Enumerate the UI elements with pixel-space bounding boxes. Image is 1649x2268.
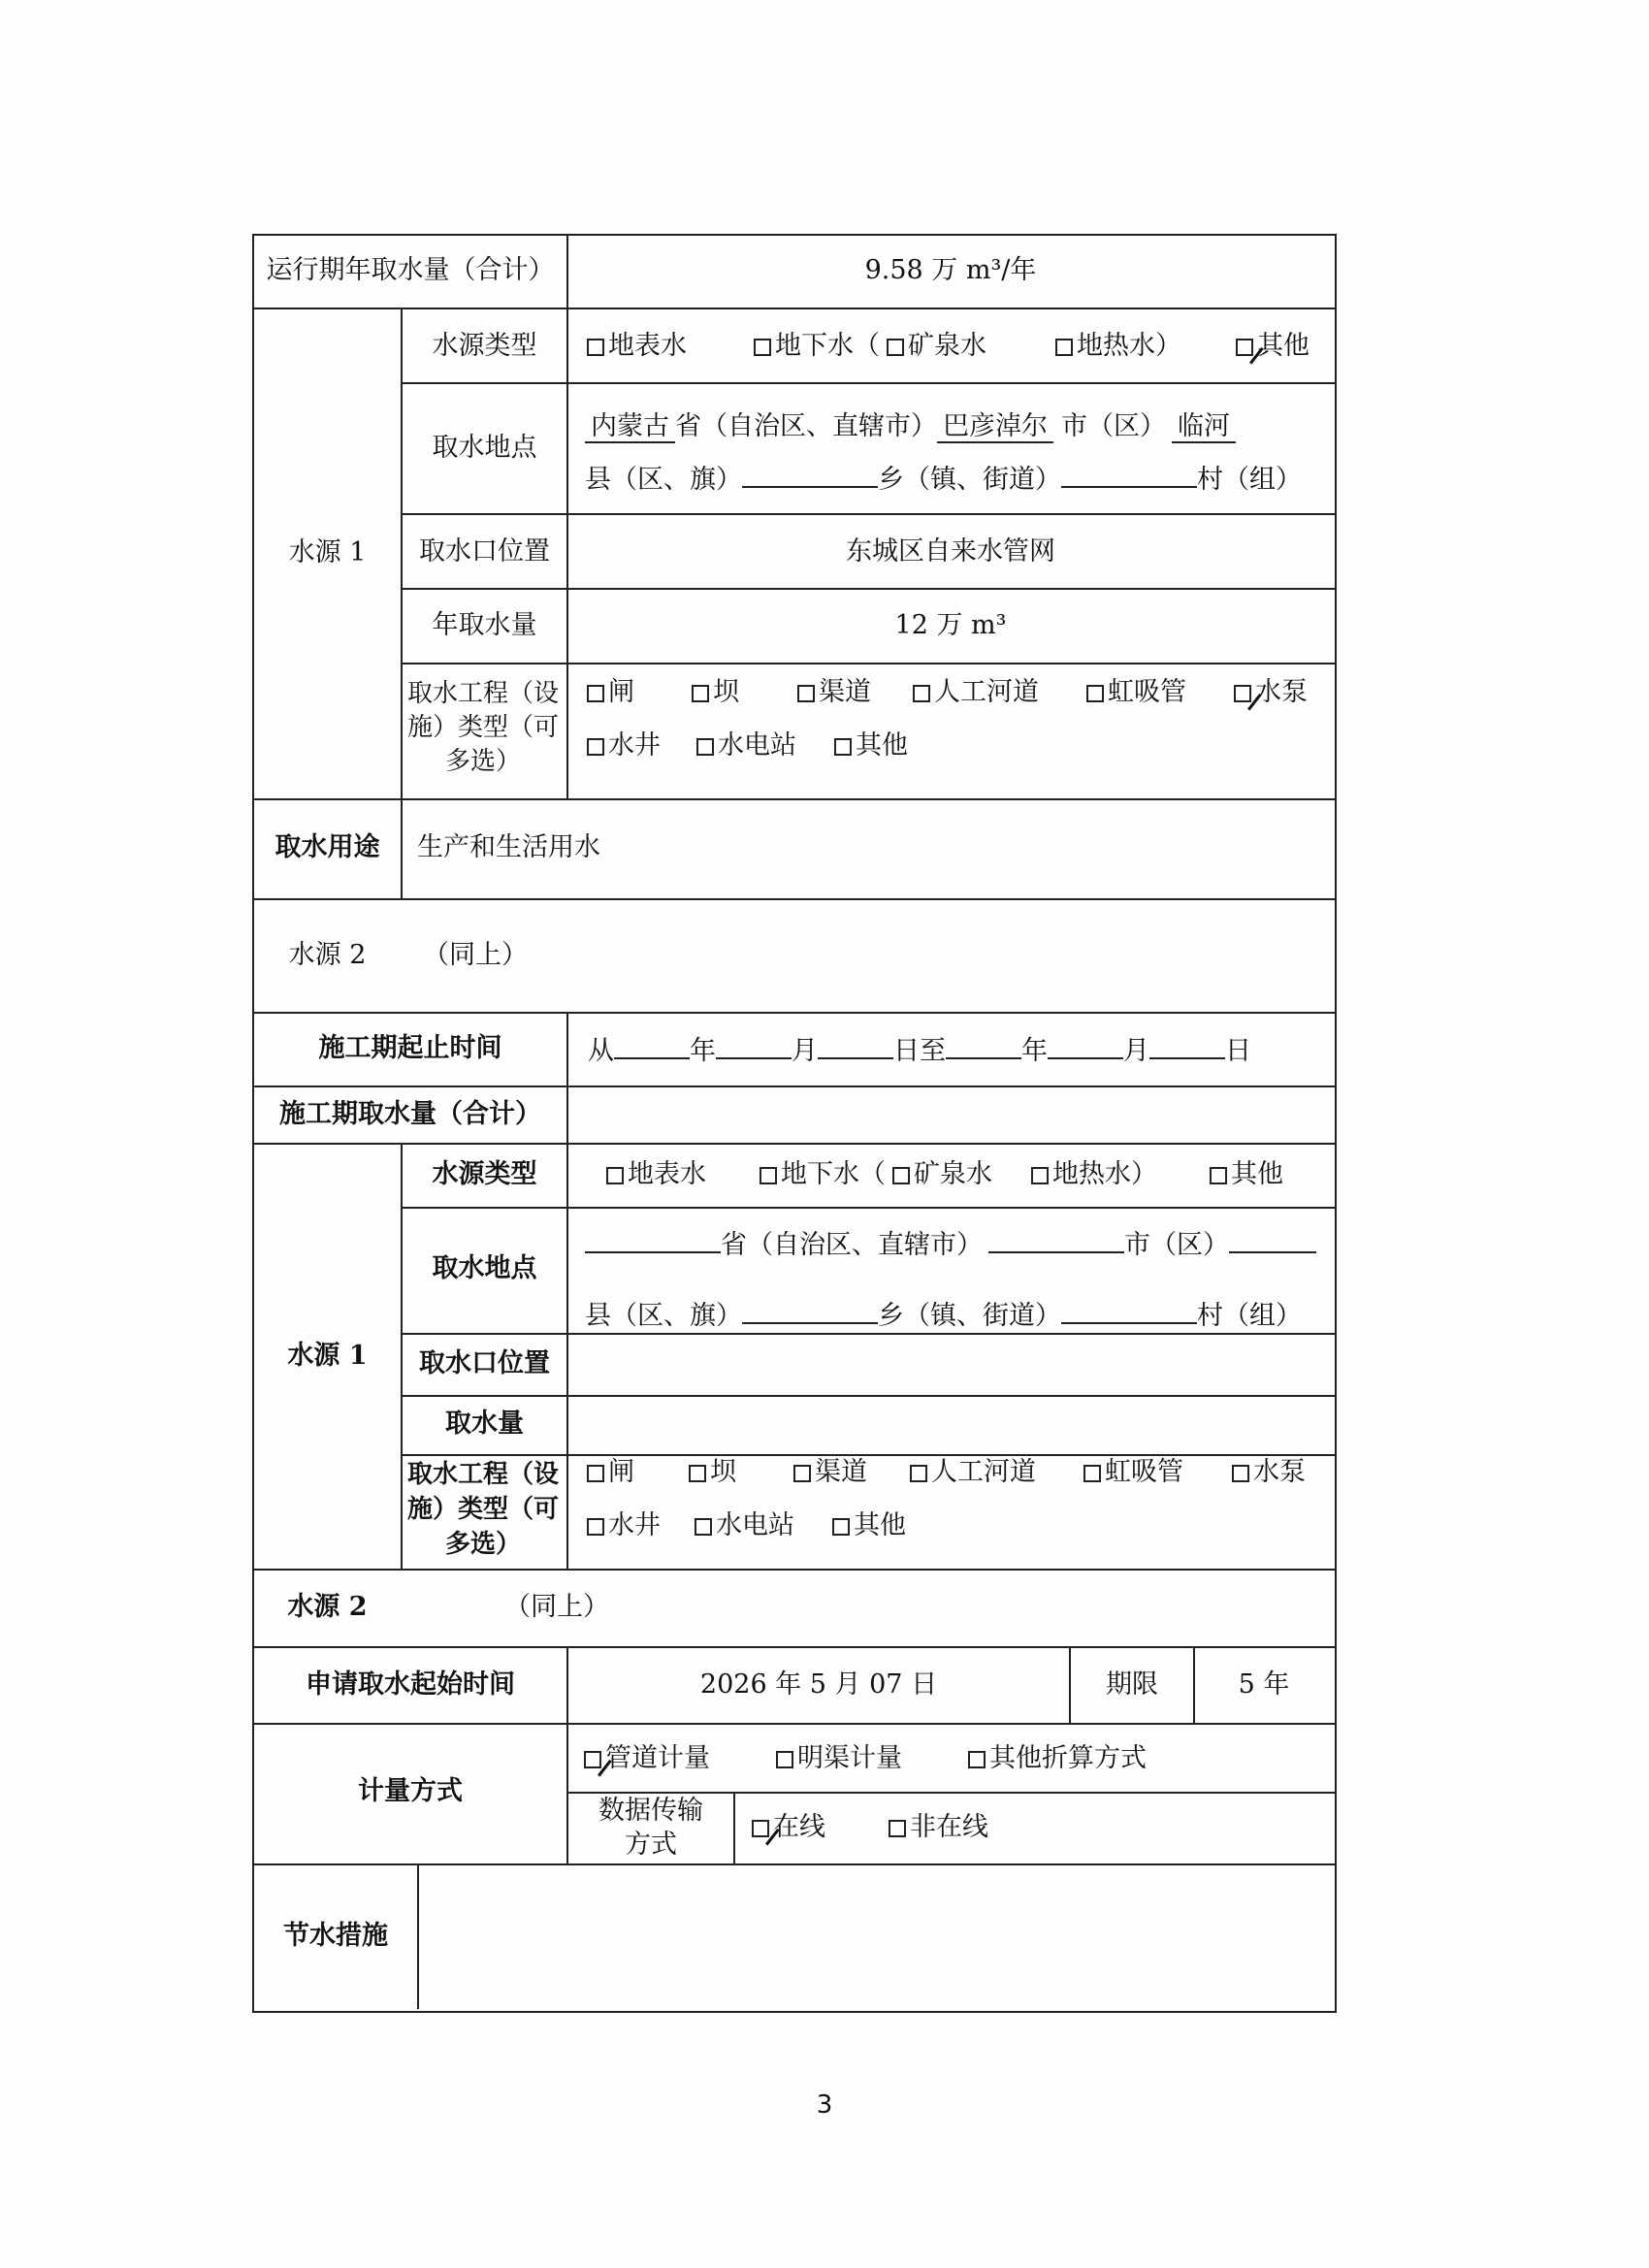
intake-value: 东城区自来水管网 — [846, 536, 1055, 567]
c-water-type-surface[interactable]: 地表水 — [606, 1158, 706, 1191]
term-value: 5 年 — [1238, 1669, 1290, 1700]
checkbox[interactable] — [587, 1465, 604, 1482]
c-source2-label: 水源 2 — [287, 1592, 368, 1622]
c-water-type-mineral[interactable]: 矿泉水 — [892, 1158, 992, 1191]
col-divider — [566, 1012, 568, 1145]
c-water-type-label: 水源类型 — [432, 1159, 537, 1189]
annual-total-label: 运行期年取水量（合计） — [266, 255, 555, 285]
col-divider — [401, 798, 403, 900]
row-divider — [252, 798, 1335, 800]
province-value: 内蒙古 — [585, 411, 675, 443]
row-divider — [401, 663, 1335, 664]
water-type-geothermal[interactable]: 地热水） — [1055, 330, 1181, 363]
c-amount-label: 取水量 — [445, 1409, 524, 1439]
location-line-2: 县（区、旗） 乡（镇、街道） 村（组） — [585, 461, 1302, 497]
annual-amount-value: 12 万 m³ — [894, 610, 1007, 640]
annual-amount-label: 年取水量 — [432, 610, 537, 640]
c-facility-label: 取水工程（设 施）类型（可 多选） — [406, 1460, 559, 1559]
water-type-other[interactable]: 其他 — [1236, 330, 1310, 363]
c-source1-label: 水源 1 — [287, 1341, 368, 1371]
water-type-ground[interactable]: 地下水（ — [754, 330, 880, 363]
annual-total-value: 9.58 万 m³/年 — [864, 255, 1037, 285]
checkbox[interactable] — [910, 1465, 927, 1482]
row-divider — [252, 898, 1335, 900]
facility-hydropower[interactable]: 水电站 — [696, 729, 796, 762]
transmission-offline[interactable]: 非在线 — [889, 1811, 988, 1844]
row-divider — [401, 513, 1335, 515]
c-facility-gate[interactable]: 闸 — [587, 1456, 634, 1489]
start-time-label: 申请取水起始时间 — [306, 1669, 515, 1700]
facility-canal[interactable]: 渠道 — [797, 676, 871, 709]
checkbox-checked[interactable] — [752, 1820, 769, 1837]
facility-gate[interactable]: 闸 — [587, 676, 634, 709]
c-facility-other[interactable]: 其他 — [832, 1509, 906, 1542]
facility-well[interactable]: 水井 — [587, 729, 661, 762]
construction-period-label: 施工期起止时间 — [318, 1033, 502, 1063]
row-divider — [401, 1395, 1335, 1397]
location-line-1: 内蒙古 省（自治区、直辖市） 巴彦淖尔 市（区） 临河 — [585, 410, 1236, 443]
checkbox[interactable] — [913, 685, 930, 702]
row-divider — [252, 1012, 1335, 1014]
checkbox[interactable] — [968, 1751, 986, 1768]
c-location-line-2: 县（区、旗） 乡（镇、街道） 村（组） — [585, 1297, 1302, 1333]
row-divider — [252, 1863, 1335, 1865]
c-water-type-other[interactable]: 其他 — [1210, 1158, 1283, 1191]
transmission-online[interactable]: 在线 — [752, 1811, 825, 1844]
metering-other[interactable]: 其他折算方式 — [968, 1742, 1147, 1775]
checkbox[interactable] — [887, 339, 904, 356]
checkbox[interactable] — [587, 339, 604, 356]
water-type-surface[interactable]: 地表水 — [587, 330, 687, 363]
facility-pump[interactable]: 水泵 — [1234, 676, 1308, 709]
metering-pipe[interactable]: 管道计量 — [584, 1742, 710, 1775]
c-water-type-ground[interactable]: 地下水（ — [760, 1158, 886, 1191]
row-divider — [252, 1723, 1335, 1725]
c-location-label: 取水地点 — [432, 1253, 537, 1283]
saving-label: 节水措施 — [283, 1921, 388, 1951]
metering-label: 计量方式 — [358, 1776, 463, 1806]
checkbox[interactable] — [1210, 1167, 1227, 1184]
source1-label: 水源 1 — [288, 537, 367, 567]
checkbox[interactable] — [754, 339, 771, 356]
c-facility-hydropower[interactable]: 水电站 — [695, 1509, 794, 1542]
county-value: 临河 — [1172, 411, 1236, 443]
checkbox[interactable] — [1031, 1167, 1049, 1184]
use-label: 取水用途 — [275, 832, 380, 862]
checkbox[interactable] — [606, 1167, 624, 1184]
row-divider — [401, 1454, 1335, 1456]
checkbox[interactable] — [696, 738, 714, 756]
c-water-type-geothermal[interactable]: 地热水） — [1031, 1158, 1157, 1191]
row-divider — [252, 1569, 1335, 1571]
water-type-mineral[interactable]: 矿泉水 — [887, 330, 986, 363]
intake-label: 取水口位置 — [419, 536, 550, 567]
checkbox[interactable] — [587, 685, 604, 702]
checkbox[interactable] — [832, 1518, 850, 1536]
facility-artificial-river[interactable]: 人工河道 — [913, 676, 1039, 709]
source2-value: （同上） — [423, 940, 528, 970]
checkbox[interactable] — [776, 1751, 793, 1768]
col-divider — [417, 1863, 419, 2009]
facility-other[interactable]: 其他 — [834, 729, 908, 762]
construction-period-value: 从 年 月 日至 年 月 日 — [588, 1032, 1251, 1068]
facility-dam[interactable]: 坝 — [692, 676, 739, 709]
c-facility-siphon[interactable]: 虹吸管 — [1083, 1456, 1183, 1489]
row-divider — [401, 1207, 1335, 1209]
checkbox[interactable] — [1055, 339, 1073, 356]
checkbox[interactable] — [587, 738, 604, 756]
metering-channel[interactable]: 明渠计量 — [776, 1742, 902, 1775]
row-divider — [252, 1085, 1335, 1087]
checkbox[interactable] — [1232, 1465, 1249, 1482]
c-facility-artificial-river[interactable]: 人工河道 — [910, 1456, 1036, 1489]
row-divider — [252, 308, 1335, 309]
checkbox-checked[interactable] — [584, 1751, 601, 1768]
use-value: 生产和生活用水 — [417, 832, 600, 862]
checkbox[interactable] — [1083, 1465, 1101, 1482]
col-divider — [566, 1143, 568, 1571]
row-divider — [401, 588, 1335, 590]
checkbox[interactable] — [689, 1465, 706, 1482]
c-facility-dam[interactable]: 坝 — [689, 1456, 736, 1489]
facility-siphon[interactable]: 虹吸管 — [1086, 676, 1186, 709]
checkbox-checked[interactable] — [1234, 685, 1251, 702]
checkbox[interactable] — [889, 1820, 906, 1837]
row-divider — [252, 1143, 1335, 1145]
checkbox[interactable] — [1086, 685, 1104, 702]
col-divider — [733, 1792, 735, 1865]
checkbox[interactable] — [793, 1465, 811, 1482]
location-label: 取水地点 — [432, 433, 537, 463]
transmission-label: 数据传输 方式 — [598, 1796, 703, 1860]
c-facility-pump[interactable]: 水泵 — [1232, 1456, 1306, 1489]
checkbox-checked[interactable] — [1236, 339, 1253, 356]
row-divider — [401, 382, 1335, 384]
checkbox[interactable] — [587, 1518, 604, 1536]
construction-total-label: 施工期取水量（合计） — [279, 1099, 541, 1129]
checkbox[interactable] — [760, 1167, 777, 1184]
city-value: 巴彦淖尔 — [937, 411, 1053, 443]
c-facility-canal[interactable]: 渠道 — [793, 1456, 867, 1489]
facility-label: 取水工程（设 施）类型（可 多选） — [406, 679, 559, 776]
checkbox[interactable] — [692, 685, 709, 702]
term-label: 期限 — [1106, 1669, 1158, 1700]
c-facility-well[interactable]: 水井 — [587, 1509, 661, 1542]
checkbox[interactable] — [834, 738, 852, 756]
checkbox[interactable] — [797, 685, 815, 702]
source2-label: 水源 2 — [288, 940, 367, 970]
water-type-label: 水源类型 — [432, 331, 537, 361]
c-location-line-1: 省（自治区、直辖市） 市（区） — [585, 1226, 1316, 1262]
row-divider — [401, 1333, 1335, 1335]
start-time-value: 2026 年 5 月 07 日 — [699, 1669, 938, 1700]
page-number: 3 — [816, 2090, 833, 2120]
row-divider — [252, 1646, 1335, 1648]
c-source2-value: （同上） — [504, 1592, 609, 1622]
checkbox[interactable] — [695, 1518, 712, 1536]
checkbox[interactable] — [892, 1167, 910, 1184]
c-intake-label: 取水口位置 — [419, 1348, 550, 1378]
